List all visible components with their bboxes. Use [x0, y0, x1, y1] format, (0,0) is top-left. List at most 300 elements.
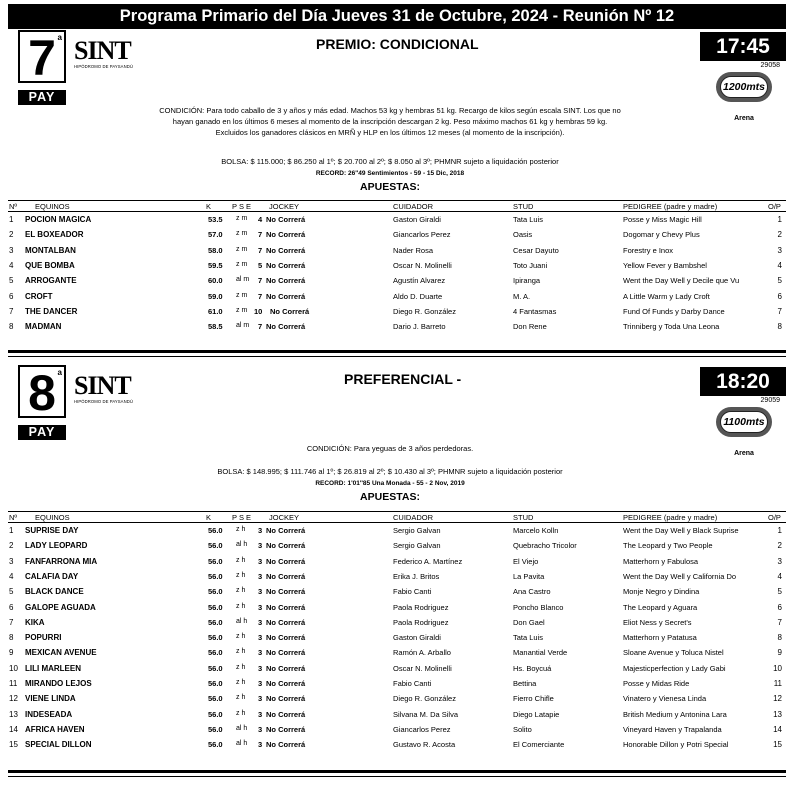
entry-number: 11	[9, 679, 18, 688]
stud-name: Manantial Verde	[513, 648, 568, 658]
entry-number: 1	[9, 526, 14, 535]
horse-name[interactable]: QUE BOMBA	[25, 260, 75, 270]
horse-name[interactable]: ARROGANTE	[25, 276, 77, 286]
pedigree-text: Eliot Ness y Secret's	[623, 617, 692, 627]
post-position: 7	[258, 291, 263, 301]
race-number: 7	[28, 30, 56, 86]
jockey-name: No Correrá	[266, 648, 306, 658]
post-position: 10	[254, 306, 263, 316]
horse-coat-sex: z m	[236, 215, 248, 222]
post-position: 3	[258, 633, 263, 643]
horse-weight: 61.0	[208, 306, 223, 316]
horse-coat-sex: z h	[236, 571, 246, 579]
stud-name: M. A.	[513, 291, 531, 301]
jockey-name: No Correrá	[266, 245, 306, 255]
track-surface: Arena	[734, 450, 754, 457]
entry-number: 8	[9, 633, 14, 643]
col-header-number: Nº	[9, 513, 18, 522]
jockey-name: No Correrá	[270, 306, 310, 316]
record-text: RECORD: 1'01''85 Una Monada - 55 - 2 Nov, 2019	[315, 480, 465, 487]
entry-number: 6	[9, 602, 14, 612]
horse-name[interactable]: EL BOXEADOR	[25, 230, 84, 240]
trainer-name: Agustín Alvarez	[393, 276, 446, 286]
trainer-name: Fabio Canti	[393, 679, 432, 688]
horse-name[interactable]: THE DANCER	[25, 306, 78, 316]
program-order: 10	[773, 663, 782, 673]
race-number-box	[18, 365, 66, 421]
table-row[interactable]	[8, 692, 786, 707]
horse-weight: 56.0	[208, 724, 223, 734]
horse-weight: 58.0	[208, 245, 223, 255]
stud-name: Ana Castro	[513, 587, 551, 597]
bets-heading: APUESTAS:	[360, 181, 420, 193]
horse-name[interactable]: LILI MARLEEN	[25, 663, 81, 673]
pedigree-text: Went the Day Well y Black Suprise	[623, 526, 739, 535]
pedigree-text: Vinatero y Vienesa Linda	[623, 694, 707, 704]
table-row[interactable]	[8, 290, 786, 305]
bets-heading: APUESTAS:	[360, 491, 420, 503]
horse-weight: 56.0	[208, 617, 223, 627]
entry-number: 2	[9, 230, 14, 240]
horse-weight: 59.0	[208, 291, 223, 301]
horse-name[interactable]: POPURRI	[25, 633, 62, 643]
post-position: 3	[258, 694, 263, 704]
race-code: 29058	[760, 62, 780, 69]
col-header-jockey: JOCKEY	[269, 202, 300, 211]
horse-coat-sex: z h	[236, 633, 246, 641]
trainer-name: Diego R. González	[393, 694, 456, 704]
trainer-name: Dario J. Barreto	[393, 322, 446, 332]
trainer-name: Nader Rosa	[393, 245, 434, 255]
stud-name: El Viejo	[513, 556, 539, 566]
horse-weight: 60.0	[208, 276, 223, 286]
col-header-horses: EQUINOS	[35, 513, 70, 522]
program-order: 5	[777, 276, 782, 286]
distance-label: 1200mts	[720, 76, 768, 98]
entry-number: 13	[9, 709, 18, 719]
trainer-name: Oscar N. Molinelli	[393, 260, 452, 270]
sint-logo: SINT	[74, 36, 131, 65]
trainer-name: Diego R. González	[393, 306, 456, 316]
table-row[interactable]	[8, 305, 786, 320]
jockey-name: No Correrá	[266, 724, 306, 734]
col-header-trainer: CUIDADOR	[393, 513, 434, 522]
program-order: 7	[777, 306, 782, 316]
table-header	[8, 200, 786, 212]
stud-name: Don Rene	[513, 322, 547, 332]
post-position: 7	[258, 230, 263, 240]
program-order: 1	[777, 215, 782, 224]
table-row[interactable]	[8, 259, 786, 274]
stud-name: Don Gael	[513, 617, 545, 627]
program-order: 9	[777, 648, 782, 658]
horse-name[interactable]: SPECIAL DILLON	[25, 740, 92, 750]
horse-coat-sex: z m	[236, 291, 248, 299]
horse-name[interactable]: MIRANDO LEJOS	[25, 679, 92, 688]
col-header-pse: P S E	[232, 513, 252, 522]
jockey-name: No Correrá	[266, 541, 306, 551]
stud-name: Poncho Blanco	[513, 602, 564, 612]
col-header-weight: K	[206, 513, 212, 522]
distance-badge	[716, 72, 772, 102]
horse-coat-sex: al h	[236, 724, 248, 732]
horse-coat-sex: z h	[236, 587, 246, 595]
entry-number: 7	[9, 617, 14, 627]
col-header-pse: P S E	[232, 202, 252, 211]
post-position: 3	[258, 556, 263, 566]
jockey-name: No Correrá	[266, 276, 306, 286]
horse-weight: 56.0	[208, 694, 223, 704]
page-title: Programa Primario del Día Jueves 31 de Octubre, 2024 - Reunión Nº 12	[8, 4, 786, 29]
program-order: 3	[777, 245, 782, 255]
pay-label: PAY	[18, 425, 66, 440]
horse-weight: 56.0	[208, 679, 223, 688]
col-header-jockey: JOCKEY	[269, 513, 300, 522]
table-row[interactable]	[8, 616, 786, 631]
race-time: 17:45	[700, 32, 786, 61]
premio-title: PREFERENCIAL -	[344, 371, 462, 387]
pedigree-text: Yellow Fever y Bambshel	[623, 260, 707, 270]
horse-name[interactable]: GALOPE AGUADA	[25, 602, 96, 612]
trainer-name: Sergio Galvan	[393, 541, 441, 551]
entry-number: 8	[9, 322, 14, 332]
horse-weight: 57.0	[208, 230, 223, 240]
program-order: 7	[777, 617, 782, 627]
post-position: 3	[258, 587, 263, 597]
section-divider	[8, 350, 786, 357]
table-row[interactable]	[8, 677, 786, 692]
horse-name[interactable]: MONTALBAN	[25, 245, 76, 255]
trainer-name: Giancarlos Perez	[393, 230, 451, 240]
sint-logo: SINT	[74, 371, 131, 400]
table-header	[8, 511, 786, 523]
stud-name: Ipiranga	[513, 276, 541, 286]
entry-number: 4	[9, 571, 14, 581]
table-row[interactable]	[8, 708, 786, 723]
horse-coat-sex: z h	[236, 709, 246, 717]
table-row[interactable]	[8, 228, 786, 243]
table-row[interactable]	[8, 738, 786, 753]
stud-name: Hs. Boycuá	[513, 663, 552, 673]
jockey-name: No Correrá	[266, 663, 306, 673]
program-order: 6	[777, 602, 782, 612]
col-header-number: Nº	[9, 202, 18, 211]
table-row[interactable]	[8, 601, 786, 616]
trainer-name: Fabio Canti	[393, 587, 432, 597]
jockey-name: No Correrá	[266, 587, 306, 597]
horse-name[interactable]: INDESEADA	[25, 709, 73, 719]
race-time: 18:20	[700, 367, 786, 396]
horse-name[interactable]: CROFT	[25, 291, 53, 301]
horse-coat-sex: al h	[236, 740, 248, 748]
post-position: 3	[258, 602, 263, 612]
program-order: 8	[777, 322, 782, 332]
horse-weight: 56.0	[208, 633, 223, 643]
record-text: RECORD: 26''49 Sentimientos - 59 - 15 Dic, 2018	[315, 170, 465, 177]
col-header-pedigree: PEDIGREE (padre y madre)	[623, 202, 718, 211]
pedigree-text: Posse y Midas Ride	[623, 679, 690, 688]
horse-coat-sex: al m	[236, 276, 250, 284]
col-header-stud: STUD	[513, 513, 534, 522]
pedigree-text: Forestry e Inox	[623, 245, 674, 255]
program-order: 15	[773, 740, 782, 750]
pay-label: PAY	[18, 90, 66, 105]
horse-coat-sex: al h	[236, 617, 248, 625]
purse-text: BOLSA: $ 115.000; $ 86.250 al 1º; $ 20.700 al 2º; $ 8.050 al 3º; PHMNR sujeto a liquidación posterior	[221, 157, 559, 166]
entry-number: 5	[9, 276, 14, 286]
entry-number: 10	[9, 663, 18, 673]
purse-text: BOLSA: $ 148.995; $ 111.746 al 1º; $ 26.819 al 2º; $ 10.430 al 3º; PHMNR sujeto a liquidación posterior	[217, 467, 563, 476]
program-order: 11	[773, 679, 782, 688]
entry-number: 9	[9, 648, 14, 658]
entry-number: 14	[9, 724, 18, 734]
jockey-name: No Correrá	[266, 571, 306, 581]
jockey-name: No Correrá	[266, 291, 306, 301]
race-number: 8	[28, 365, 56, 421]
post-position: 3	[258, 541, 263, 551]
horse-coat-sex: al h	[236, 541, 248, 549]
trainer-name: Gaston Giraldi	[393, 633, 441, 643]
jockey-name: No Correrá	[266, 230, 306, 240]
entry-number: 3	[9, 556, 14, 566]
horse-coat-sex: z h	[236, 526, 246, 533]
horse-weight: 56.0	[208, 602, 223, 612]
horse-name[interactable]: LADY LEOPARD	[25, 541, 88, 551]
horse-name[interactable]: MADMAN	[25, 322, 62, 332]
horse-name[interactable]: KIKA	[25, 617, 45, 627]
horse-weight: 56.0	[208, 709, 223, 719]
jockey-name: No Correrá	[266, 602, 306, 612]
post-position: 7	[258, 276, 263, 286]
pedigree-text: Went the Day Well y Decile que Vu	[623, 276, 740, 286]
horse-name[interactable]: BLACK DANCE	[25, 587, 84, 597]
sint-logo-subtitle: HIPÓDROMO DE PAYSANDÚ	[74, 399, 133, 404]
post-position: 3	[258, 740, 263, 750]
horse-weight: 56.0	[208, 541, 223, 551]
post-position: 3	[258, 648, 263, 658]
table-row[interactable]	[8, 646, 786, 661]
section-divider	[8, 770, 786, 777]
table-row[interactable]	[8, 320, 786, 335]
program-order: 14	[773, 724, 782, 734]
program-order: 5	[777, 587, 782, 597]
horse-name[interactable]: FANFARRONA MIA	[25, 556, 98, 566]
premio-title: PREMIO: CONDICIONAL	[316, 36, 479, 52]
entry-number: 12	[9, 694, 18, 704]
horse-weight: 59.5	[208, 260, 223, 270]
horse-coat-sex: z h	[236, 556, 246, 564]
distance-label: 1100mts	[720, 411, 768, 433]
race-code: 29059	[760, 397, 780, 404]
col-header-weight: K	[206, 202, 212, 211]
jockey-name: No Correrá	[266, 709, 306, 719]
entry-number: 3	[9, 245, 14, 255]
entry-number: 7	[9, 306, 14, 316]
entry-number: 4	[9, 260, 14, 270]
post-position: 3	[258, 617, 263, 627]
horse-coat-sex: z m	[236, 230, 248, 238]
trainer-name: Gaston Giraldi	[393, 215, 441, 224]
program-order: 3	[777, 556, 782, 566]
col-header-pedigree: PEDIGREE (padre y madre)	[623, 513, 718, 522]
horse-name[interactable]: AFRICA HAVEN	[25, 724, 85, 734]
jockey-name: No Correrá	[266, 633, 306, 643]
horse-coat-sex: z h	[236, 648, 246, 656]
track-surface: Arena	[734, 115, 754, 122]
pedigree-text: British Medium y Antonina Lara	[623, 709, 727, 719]
trainer-name: Ramón A. Arballo	[393, 648, 451, 658]
col-header-stud: STUD	[513, 202, 534, 211]
jockey-name: No Correrá	[266, 215, 306, 224]
post-position: 3	[258, 571, 263, 581]
horse-name[interactable]: MEXICAN AVENUE	[25, 648, 97, 658]
pedigree-text: Went the Day Well y California Do	[623, 571, 737, 581]
entry-number: 1	[9, 215, 14, 224]
table-row[interactable]	[8, 555, 786, 570]
stud-name: Bettina	[513, 679, 537, 688]
horse-weight: 56.0	[208, 648, 223, 658]
trainer-name: Aldo D. Duarte	[393, 291, 443, 301]
trainer-name: Sergio Galvan	[393, 526, 441, 535]
horse-name[interactable]: VIENE LINDA	[25, 694, 76, 704]
entry-number: 5	[9, 587, 14, 597]
table-row[interactable]	[8, 274, 786, 289]
horse-coat-sex: z m	[236, 245, 248, 253]
entry-number: 2	[9, 541, 14, 551]
condition-text: hayan ganado en los últimos 6 meses al momento de la inscripción descargan 2 kg. Peso máximo machos 61 kg y hembras 59 kg.	[172, 117, 608, 126]
stud-name: Tata Luis	[513, 215, 544, 224]
table-row[interactable]	[8, 723, 786, 738]
post-position: 4	[258, 215, 263, 224]
post-position: 5	[258, 260, 263, 270]
col-header-trainer: CUIDADOR	[393, 202, 434, 211]
horse-coat-sex: z h	[236, 694, 246, 702]
pedigree-text: Fund Of Funds y Darby Dance	[623, 306, 725, 316]
stud-name: Solito	[513, 724, 532, 734]
entry-number: 15	[9, 740, 18, 750]
entry-number: 6	[9, 291, 14, 301]
table-row[interactable]	[8, 631, 786, 646]
program-order: 1	[777, 526, 782, 535]
stud-name: Quebracho Tricolor	[513, 541, 577, 551]
horse-weight: 56.0	[208, 556, 223, 566]
trainer-name: Giancarlos Perez	[393, 724, 451, 734]
horse-name[interactable]: SUPRISE DAY	[25, 526, 79, 535]
program-order: 12	[773, 694, 782, 704]
stud-name: Tata Luis	[513, 633, 544, 643]
horse-coat-sex: z m	[236, 260, 248, 268]
post-position: 3	[258, 526, 263, 535]
horse-coat-sex: z h	[236, 663, 246, 671]
jockey-name: No Correrá	[266, 526, 306, 535]
horse-name[interactable]: CALAFIA DAY	[25, 571, 79, 581]
program-order: 8	[777, 633, 782, 643]
program-order: 4	[777, 571, 782, 581]
condition-text: CONDICIÓN: Para yeguas de 3 años perdedoras.	[306, 444, 474, 453]
table-row[interactable]	[8, 213, 786, 228]
table-row[interactable]	[8, 524, 786, 539]
race-number-suffix: a	[57, 368, 62, 377]
pedigree-text: Matterhorn y Patatusa	[623, 633, 697, 643]
jockey-name: No Correrá	[266, 556, 306, 566]
horse-coat-sex: z h	[236, 679, 246, 686]
pedigree-text: A Little Warm y Lady Croft	[623, 291, 710, 301]
pedigree-text: Majesticperfection y Lady Gabi	[623, 663, 726, 673]
table-row[interactable]	[8, 539, 786, 554]
distance-badge	[716, 407, 772, 437]
pedigree-text: Matterhorn y Fabulosa	[623, 556, 699, 566]
jockey-name: No Correrá	[266, 617, 306, 627]
post-position: 7	[258, 322, 263, 332]
trainer-name: Oscar N. Molinelli	[393, 663, 452, 673]
trainer-name: Erika J. Britos	[393, 571, 440, 581]
stud-name: Toto Juani	[513, 260, 548, 270]
horse-coat-sex: z m	[236, 306, 248, 314]
condition-text: Excluidos los ganadores clásicos en MRÑ y HLP en los últimos 12 meses (al momento de la inscripción).	[215, 128, 565, 137]
jockey-name: No Correrá	[266, 679, 306, 688]
horse-weight: 58.5	[208, 322, 223, 332]
stud-name: La Pavita	[513, 571, 545, 581]
trainer-name: Silvana M. Da Silva	[393, 709, 459, 719]
jockey-name: No Correrá	[266, 322, 306, 332]
pedigree-text: Sloane Avenue y Toluca Nistel	[623, 648, 724, 658]
table-row[interactable]	[8, 570, 786, 585]
table-row[interactable]	[8, 585, 786, 600]
pedigree-text: Honorable Dillon y Potri Special	[623, 740, 729, 750]
program-order: 2	[777, 230, 782, 240]
horse-weight: 56.0	[208, 571, 223, 581]
pedigree-text: Monje Negro y Dindina	[623, 587, 700, 597]
post-position: 3	[258, 679, 263, 688]
stud-name: Marcelo Kolln	[513, 526, 559, 535]
horse-weight: 56.0	[208, 740, 223, 750]
pedigree-text: Posse y Miss Magic Hill	[623, 215, 702, 224]
stud-name: Oasis	[513, 230, 533, 240]
post-position: 3	[258, 724, 263, 734]
trainer-name: Paola Rodriguez	[393, 602, 449, 612]
program-order: 13	[773, 709, 782, 719]
horse-weight: 56.0	[208, 663, 223, 673]
stud-name: Fierro Chifle	[513, 694, 554, 704]
race-number-box	[18, 30, 66, 86]
program-order: 2	[777, 541, 782, 551]
jockey-name: No Correrá	[266, 694, 306, 704]
post-position: 7	[258, 245, 263, 255]
horse-weight: 53.5	[208, 215, 223, 224]
col-header-op: O/P	[768, 513, 781, 522]
horse-name[interactable]: POCION MAGICA	[25, 215, 92, 224]
stud-name: El Comerciante	[513, 740, 565, 750]
pedigree-text: Dogomar y Chevy Plus	[623, 230, 700, 240]
race-number-suffix: a	[57, 33, 62, 42]
table-row[interactable]	[8, 662, 786, 677]
col-header-horses: EQUINOS	[35, 202, 70, 211]
jockey-name: No Correrá	[266, 260, 306, 270]
program-order: 4	[777, 260, 782, 270]
horse-weight: 56.0	[208, 587, 223, 597]
post-position: 3	[258, 709, 263, 719]
horse-coat-sex: z h	[236, 602, 246, 610]
pedigree-text: The Leopard y Aguara	[623, 602, 698, 612]
table-row[interactable]	[8, 244, 786, 259]
stud-name: Cesar Dayuto	[513, 245, 559, 255]
stud-name: 4 Fantasmas	[513, 306, 557, 316]
col-header-op: O/P	[768, 202, 781, 211]
trainer-name: Gustavo R. Acosta	[393, 740, 456, 750]
jockey-name: No Correrá	[266, 740, 306, 750]
trainer-name: Federico A. Martínez	[393, 556, 463, 566]
stud-name: Diego Latapie	[513, 709, 560, 719]
